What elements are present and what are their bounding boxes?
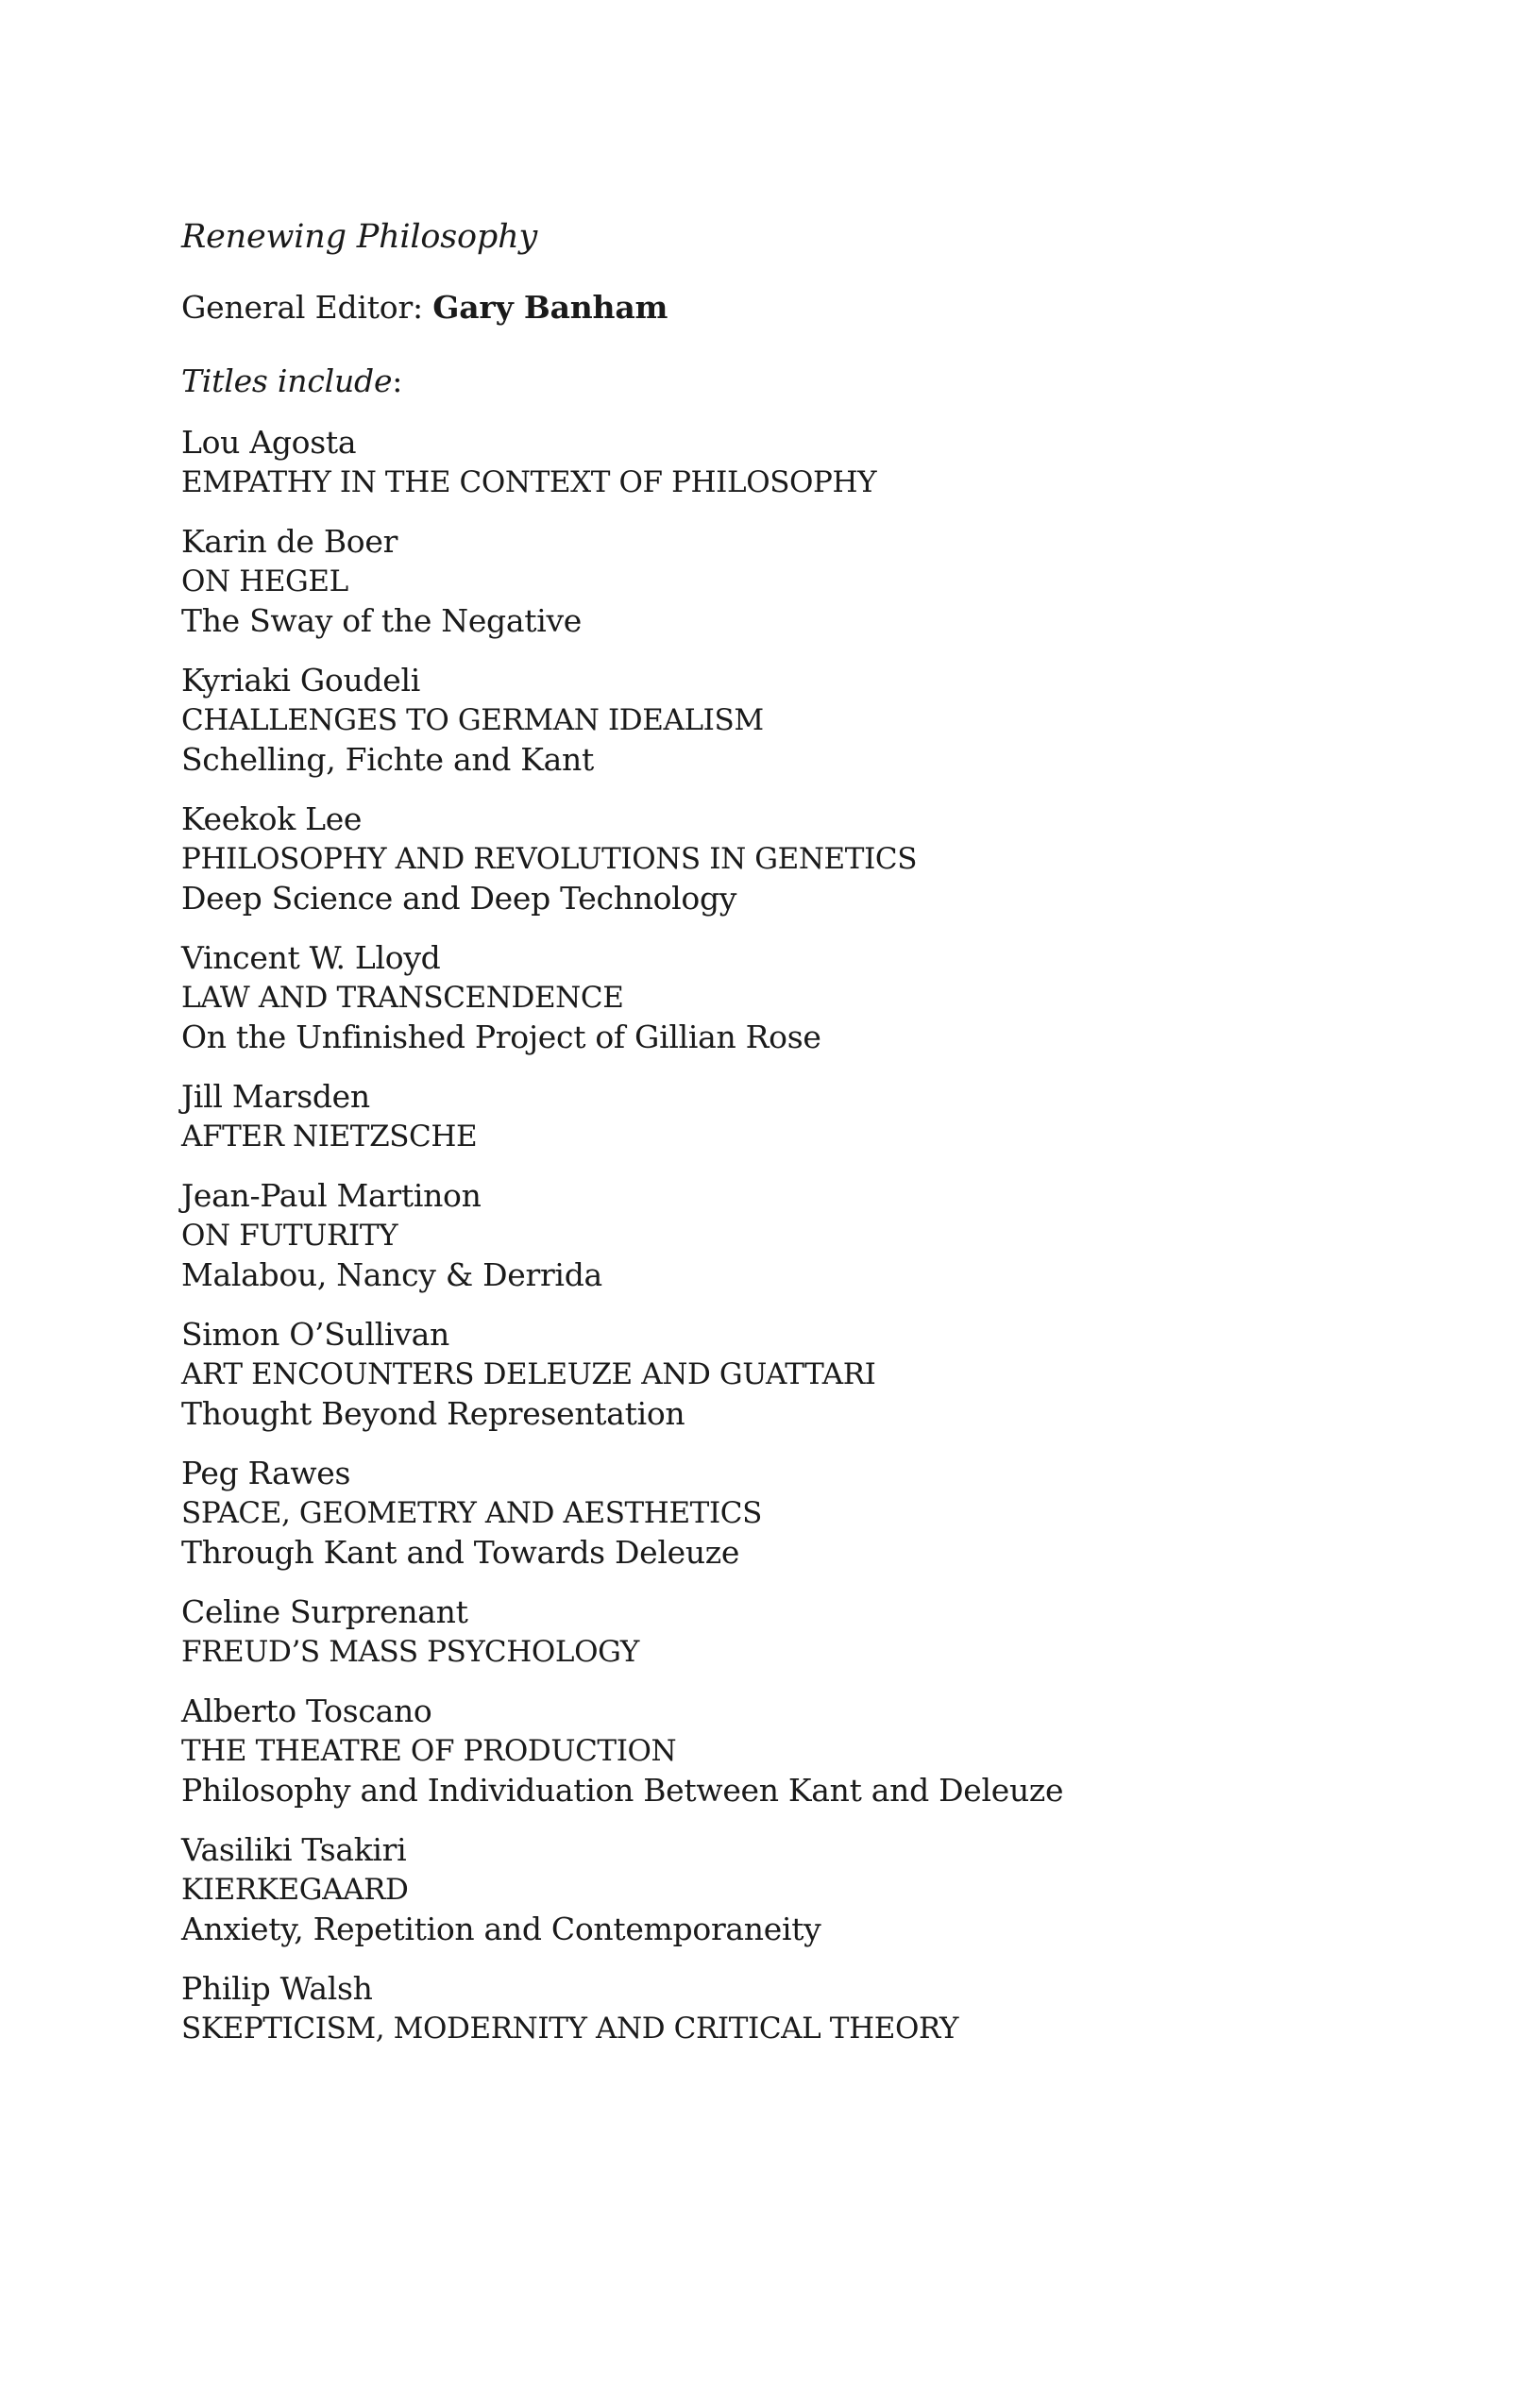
list-item: [181, 522, 1409, 641]
book-author: Celine Surprenant: [181, 1593, 468, 1630]
list-item: [181, 938, 1409, 1057]
list-item: [181, 1969, 1409, 2048]
book-title: ART ENCOUNTERS DELEUZE AND GUATTARI: [181, 1357, 876, 1391]
list-item: [181, 661, 1409, 780]
book-title: CHALLENGES TO GERMAN IDEALISM: [181, 703, 764, 737]
list-item: [181, 1315, 1409, 1434]
book-subtitle: The Sway of the Negative: [181, 602, 583, 639]
book-subtitle: On the Unfinished Project of Gillian Rose: [181, 1019, 821, 1055]
book-subtitle: Schelling, Fichte and Kant: [181, 741, 594, 778]
book-title: EMPATHY IN THE CONTEXT OF PHILOSOPHY: [181, 465, 877, 499]
book-author: Vasiliki Tsakiri: [181, 1831, 407, 1868]
book-title: SPACE, GEOMETRY AND AESTHETICS: [181, 1496, 762, 1530]
list-item: [181, 1692, 1409, 1810]
book-author: Vincent W. Lloyd: [181, 939, 441, 976]
list-item: [181, 1454, 1409, 1573]
book-author: Kyriaki Goudeli: [181, 662, 420, 699]
list-item: [181, 1077, 1409, 1156]
book-author: Jean-Paul Martinon: [181, 1177, 482, 1214]
titles-include-label: [181, 361, 1409, 402]
book-author: Alberto Toscano: [181, 1692, 432, 1729]
book-title: THE THEATRE OF PRODUCTION: [181, 1734, 677, 1768]
list-item: [181, 800, 1409, 918]
book-subtitle: Deep Science and Deep Technology: [181, 880, 737, 917]
series-page: [181, 215, 1409, 2068]
book-author: Keekok Lee: [181, 800, 363, 837]
book-title: SKEPTICISM, MODERNITY AND CRITICAL THEORY: [181, 2012, 959, 2046]
book-title: ON FUTURITY: [181, 1219, 398, 1253]
book-subtitle: Malabou, Nancy & Derrida: [181, 1256, 602, 1293]
book-title: FREUD’S MASS PSYCHOLOGY: [181, 1635, 639, 1669]
book-author: Peg Rawes: [181, 1455, 351, 1491]
editor-name: Gary Banham: [432, 289, 668, 326]
titles-include-colon: :: [392, 362, 403, 399]
list-item: [181, 1830, 1409, 1949]
book-title: PHILOSOPHY AND REVOLUTIONS IN GENETICS: [181, 842, 918, 876]
book-subtitle: Thought Beyond Representation: [181, 1395, 685, 1432]
book-author: Simon O’Sullivan: [181, 1316, 449, 1353]
book-author: Jill Marsden: [181, 1078, 370, 1115]
book-subtitle: Through Kant and Towards Deleuze: [181, 1534, 740, 1571]
titles-include-text: Titles include: [181, 362, 393, 399]
editor-label: General Editor:: [181, 289, 423, 326]
book-author: Karin de Boer: [181, 523, 398, 560]
book-title: KIERKEGAARD: [181, 1873, 409, 1907]
list-item: [181, 423, 1409, 502]
series-title: Renewing Philosophy: [181, 218, 538, 256]
book-title: LAW AND TRANSCENDENCE: [181, 981, 624, 1015]
book-title: ON HEGEL: [181, 564, 348, 598]
book-title: AFTER NIETZSCHE: [181, 1120, 478, 1153]
book-list: [181, 423, 1409, 2048]
general-editor-line: [181, 287, 1409, 328]
list-item: [181, 1592, 1409, 1672]
list-item: [181, 1176, 1409, 1295]
book-subtitle: Anxiety, Repetition and Contemporaneity: [181, 1911, 821, 1947]
book-subtitle: Philosophy and Individuation Between Kant and Deleuze: [181, 1772, 1064, 1809]
book-author: Philip Walsh: [181, 1970, 373, 2007]
book-author: Lou Agosta: [181, 424, 357, 461]
